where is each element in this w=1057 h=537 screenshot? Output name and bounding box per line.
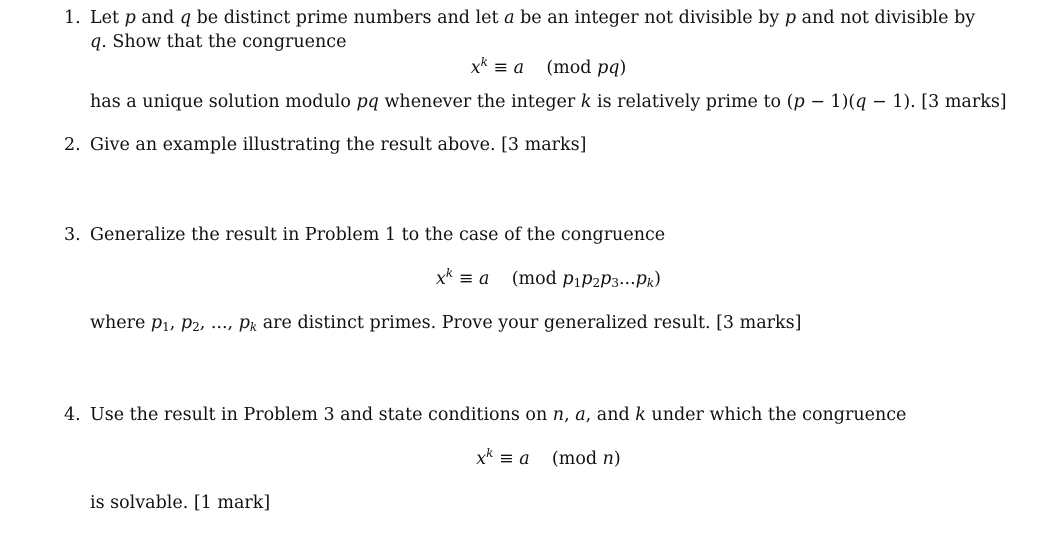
problem-conclusion: has a unique solution modulo pq whenever the integer k is relatively prime to (p − 1)(q − 1). [3 marks]	[90, 92, 1007, 112]
problem-statement: Let p and q be distinct prime numbers and let a be an integer not divisible by p and not divisible by	[90, 8, 976, 28]
problem-number: 3.	[64, 225, 81, 245]
problem-conclusion: is solvable. [1 mark]	[90, 493, 271, 513]
congruence-equation: $x^k \equiv a$ (mod n)	[476, 446, 621, 469]
congruence-equation: $x^k \equiv a$ (mod $p_1p_2p_3...p_k$)	[436, 266, 661, 290]
congruence-equation: $x^k \equiv a$ (mod pq)	[470, 55, 627, 78]
problem-conclusion: where $p_1$, $p_2$, ..., $p_k$ are distinct primes. Prove your generalized result. [3 marks]	[90, 313, 802, 334]
problem-3	[64, 223, 1007, 335]
problem-statement: Use the result in Problem 3 and state conditions on n, a, and k under which the congruence	[90, 405, 907, 425]
problem-number: 4.	[64, 405, 81, 425]
problem-4	[64, 403, 1007, 515]
problem-number: 1.	[64, 8, 81, 28]
problem-statement-cont: q. Show that the congruence	[90, 32, 347, 52]
problem-statement: Generalize the result in Problem 1 to the case of the congruence	[90, 225, 666, 245]
problem-2	[64, 133, 1007, 157]
problem-number: 2.	[64, 135, 81, 155]
problem-statement: Give an example illustrating the result above. [3 marks]	[90, 135, 587, 155]
problem-1	[64, 6, 1007, 114]
